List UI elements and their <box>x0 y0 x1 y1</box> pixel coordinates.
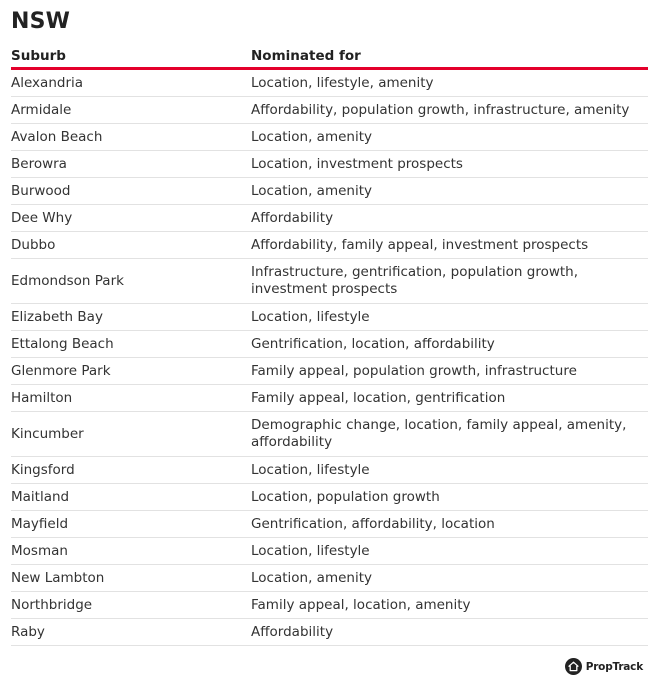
nominated-for-cell: Location, population growth <box>251 488 440 505</box>
table-row <box>11 385 648 412</box>
table-row <box>11 178 648 205</box>
table-row <box>11 97 648 124</box>
nominated-for-cell: Gentrification, affordability, location <box>251 515 495 532</box>
header-suburb: Suburb <box>11 47 66 64</box>
table-row <box>11 70 648 97</box>
suburb-cell: Alexandria <box>11 75 84 91</box>
suburb-cell: Kincumber <box>11 426 84 442</box>
suburb-cell: Mayfield <box>11 516 69 532</box>
suburb-cell: Kingsford <box>11 462 75 478</box>
table-row <box>11 412 648 457</box>
suburb-cell: Hamilton <box>11 390 73 406</box>
suburb-cell: Northbridge <box>11 597 93 613</box>
nominated-for-cell: Affordability <box>251 209 334 226</box>
suburb-cell: Dubbo <box>11 237 56 253</box>
table-row <box>11 484 648 511</box>
suburb-cell: Armidale <box>11 102 72 118</box>
table-row <box>11 205 648 232</box>
table-row <box>11 358 648 385</box>
house-icon <box>565 658 582 675</box>
nominated-for-cell: Location, amenity <box>251 569 372 586</box>
suburb-cell: Ettalong Beach <box>11 336 114 352</box>
table-row <box>11 151 648 178</box>
nominated-for-cell: Family appeal, population growth, infrastructure <box>251 362 577 379</box>
nominated-for-cell: Affordability, family appeal, investment prospects <box>251 236 589 253</box>
nominated-for-cell: Location, amenity <box>251 182 372 199</box>
nominated-for-cell: Affordability <box>251 623 334 640</box>
table-row <box>11 592 648 619</box>
table-row <box>11 259 648 304</box>
table-row <box>11 538 648 565</box>
nominated-for-cell: Location, lifestyle <box>251 308 370 325</box>
table-row <box>11 124 648 151</box>
nominated-for-cell: Gentrification, location, affordability <box>251 335 495 352</box>
suburb-cell: Berowra <box>11 156 67 172</box>
proptrack-logo <box>565 658 643 675</box>
nominated-for-cell: Location, lifestyle <box>251 542 370 559</box>
suburb-cell: Avalon Beach <box>11 129 103 145</box>
nominations-table <box>11 44 648 646</box>
logo-text: PropTrack <box>585 660 643 673</box>
table-row <box>11 619 648 646</box>
nominated-for-cell: Family appeal, location, amenity <box>251 596 471 613</box>
table-row <box>11 457 648 484</box>
table-body <box>11 70 648 646</box>
nominated-for-cell: Affordability, population growth, infrastructure, amenity <box>251 101 630 118</box>
table-row <box>11 232 648 259</box>
nominated-for-cell: Location, lifestyle, amenity <box>251 74 434 91</box>
nominated-for-cell: Demographic change, location, family appeal, amenity, affordability <box>251 417 627 450</box>
header-nominated-for: Nominated for <box>251 47 361 64</box>
table-row <box>11 565 648 592</box>
table-row <box>11 331 648 358</box>
suburb-cell: Maitland <box>11 489 70 505</box>
nominated-for-cell: Location, investment prospects <box>251 155 463 172</box>
page-title: NSW <box>11 9 71 34</box>
suburb-cell: Elizabeth Bay <box>11 309 103 325</box>
nominated-for-cell: Location, amenity <box>251 128 372 145</box>
suburb-cell: Glenmore Park <box>11 363 111 379</box>
suburb-cell: Dee Why <box>11 210 73 226</box>
nominated-for-cell: Location, lifestyle <box>251 461 370 478</box>
table-header <box>11 44 648 70</box>
nominated-for-cell: Infrastructure, gentrification, population growth, investment prospects <box>251 264 579 297</box>
nominated-for-cell: Family appeal, location, gentrification <box>251 389 506 406</box>
table-row <box>11 511 648 538</box>
suburb-cell: Raby <box>11 624 45 640</box>
suburb-cell: Edmondson Park <box>11 273 124 289</box>
suburb-cell: Mosman <box>11 543 68 559</box>
suburb-cell: Burwood <box>11 183 71 199</box>
suburb-cell: New Lambton <box>11 570 105 586</box>
table-row <box>11 304 648 331</box>
